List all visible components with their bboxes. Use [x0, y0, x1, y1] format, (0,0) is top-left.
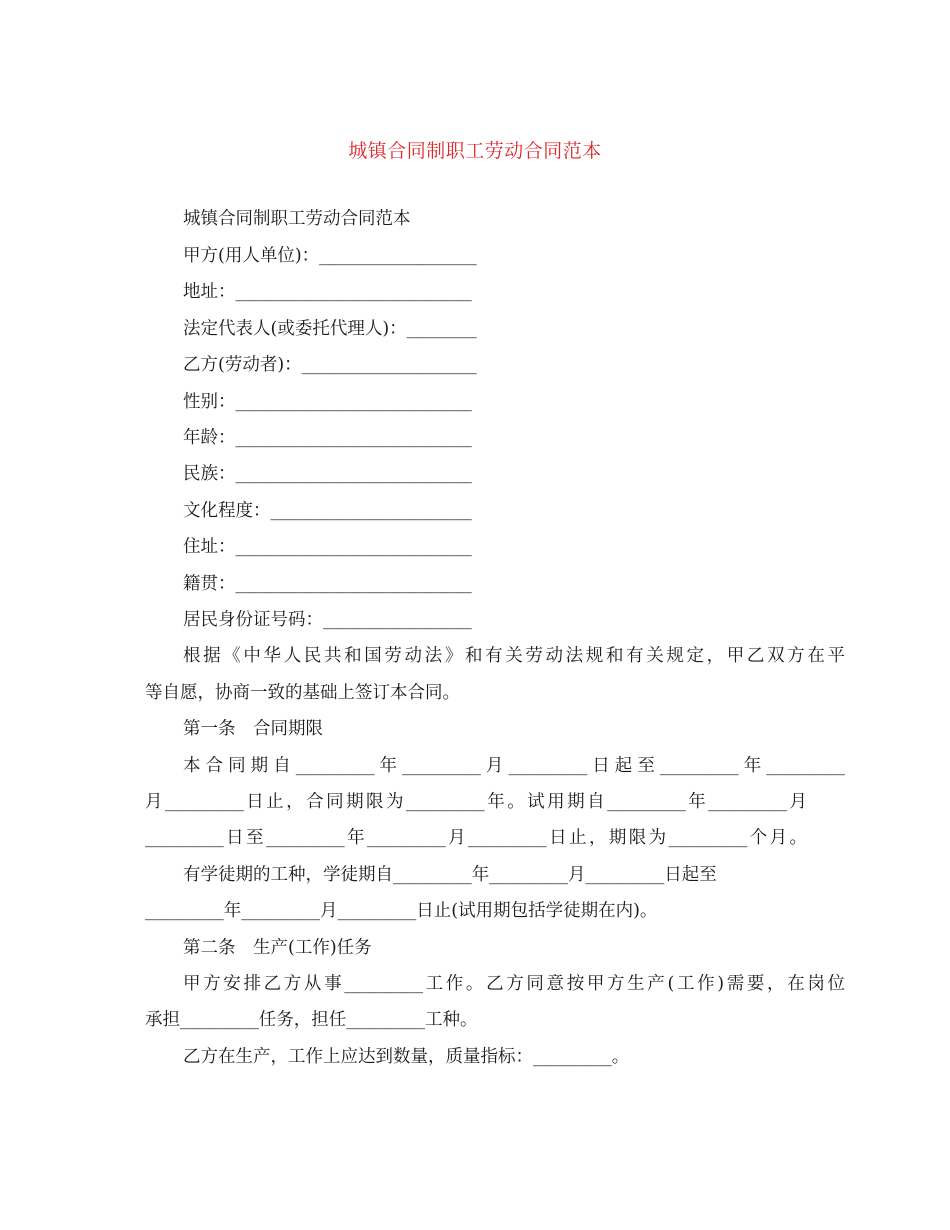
paragraph-line: 甲方安排乙方从事_________工作。乙方同意按甲方生产(工作)需要，在岗位 [183, 974, 845, 994]
document-title: 城镇合同制职工劳动合同范本 [348, 140, 602, 162]
ethnicity-field: 民族：___________________________ [183, 464, 472, 484]
article-heading: 第二条 生产(工作)任务 [183, 938, 372, 958]
paragraph-line: 本合同期自_________年_________月_________日起至_________年_________ [183, 756, 845, 776]
paragraph-line: 等自愿，协商一致的基础上签订本合同。 [145, 683, 460, 703]
paragraph-line: 月_________日止，合同期限为_________年。试用期自_________年_________月 [145, 792, 807, 812]
native-place-field: 籍贯：___________________________ [183, 574, 472, 594]
legal-rep-field: 法定代表人(或委托代理人)：________ [183, 319, 477, 339]
party-b-field: 乙方(劳动者)：____________________ [183, 355, 477, 375]
residence-field: 住址：___________________________ [183, 537, 472, 557]
article-heading: 第一条 合同期限 [183, 719, 323, 739]
education-field: 文化程度：_______________________ [183, 501, 472, 521]
paragraph-line: 乙方在生产，工作上应达到数量，质量指标：_________。 [183, 1047, 630, 1067]
paragraph-line: 有学徒期的工种，学徒期自_________年_________月_________日起至 [183, 865, 717, 885]
paragraph-line: 承担_________任务，担任_________工种。 [145, 1010, 478, 1030]
address-field: 地址：___________________________ [183, 282, 472, 302]
party-a-field: 甲方(用人单位)：__________________ [183, 246, 477, 266]
paragraph-line: _________年_________月_________日止(试用期包括学徒期在内)。 [145, 901, 658, 921]
gender-field: 性别：___________________________ [183, 392, 472, 412]
paragraph-line: _________日至_________年_________月_________日止，期限为_________个月。 [145, 828, 807, 848]
heading-line: 城镇合同制职工劳动合同范本 [183, 209, 411, 229]
id-number-field: 居民身份证号码：_________________ [183, 610, 472, 630]
age-field: 年龄：___________________________ [183, 428, 472, 448]
paragraph-line: 根据《中华人民共和国劳动法》和有关劳动法规和有关规定，甲乙双方在平 [183, 646, 845, 666]
